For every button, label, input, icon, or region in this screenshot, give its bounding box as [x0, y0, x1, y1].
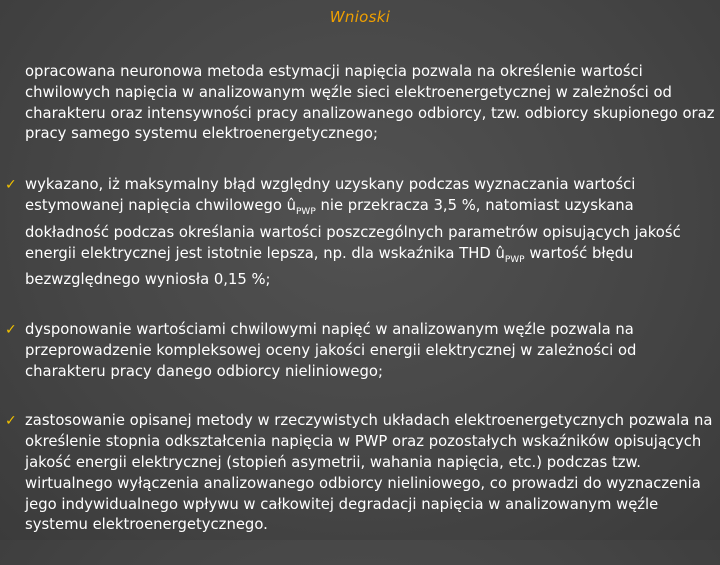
bullet-text: dysponowanie wartościami chwilowymi napięć w analizowanym węźle pozwala na przeprowadzenie kompleksowej oceny jakości energii elektrycznej w zależności od charakteru pracy danego odbiorcy nieliniowego;	[25, 321, 637, 380]
bullet-item-2	[5, 175, 715, 291]
bullet-text: opracowana neuronowa metoda estymacji napięcia pozwala na określenie wartości chwilowych napięcia w analizowanym węźle sieci elektroenergetycznej w zależności od charakteru oraz intensywności pracy analizowanego odbiorcy, tzw. odbiorcy skupionego oraz pracy samego systemu elektroenergetycznego;	[25, 63, 715, 143]
slide-title: Wnioski	[329, 8, 391, 26]
check-icon: ✓	[5, 322, 17, 339]
bullet-item-1	[5, 62, 715, 145]
bullet-text-part: wykazano, iż maksymalny błąd względny uzyskany podczas wyznaczania wartości estymowanej napięcia chwilowego û	[25, 176, 636, 214]
bullet-item-4	[5, 411, 715, 536]
check-icon: ✓	[5, 177, 17, 194]
bullet-text: zastosowanie opisanej metody w rzeczywistych układach elektroenergetycznych pozwala na określenie stopnia odkształcenia napięcia w PWP oraz pozostałych wskaźników opisujących jakość energii elektrycznej (stopień asymetrii, wahania napięcia, etc.) podczas tzw. wirtualnego wyłączenia analizowanego odbiorcy nieliniowego, co prowadzi do wyznaczenia jego indywidualnego wpływu w całkowitej degradacji napięcia w analizowanym węźle systemu elektroenergetycznego.	[25, 412, 713, 534]
check-icon: ✓	[5, 413, 17, 430]
bullet-text-part: wartość błędu bezwzględnego wyniosła 0,15 %;	[25, 244, 634, 289]
bullet-text-part: nie przekracza 3,5 %, natomiast uzyskana dokładność podczas określania wartości poszczególnych parametrów opisujących jakość energii elektrycznej jest istotnie lepsza, np. dla wskaźnika THD û	[25, 196, 681, 262]
bullet-item-3	[5, 320, 715, 382]
subscript: PWP	[504, 254, 525, 265]
bullet-list	[5, 62, 715, 565]
subscript: PWP	[296, 206, 316, 217]
